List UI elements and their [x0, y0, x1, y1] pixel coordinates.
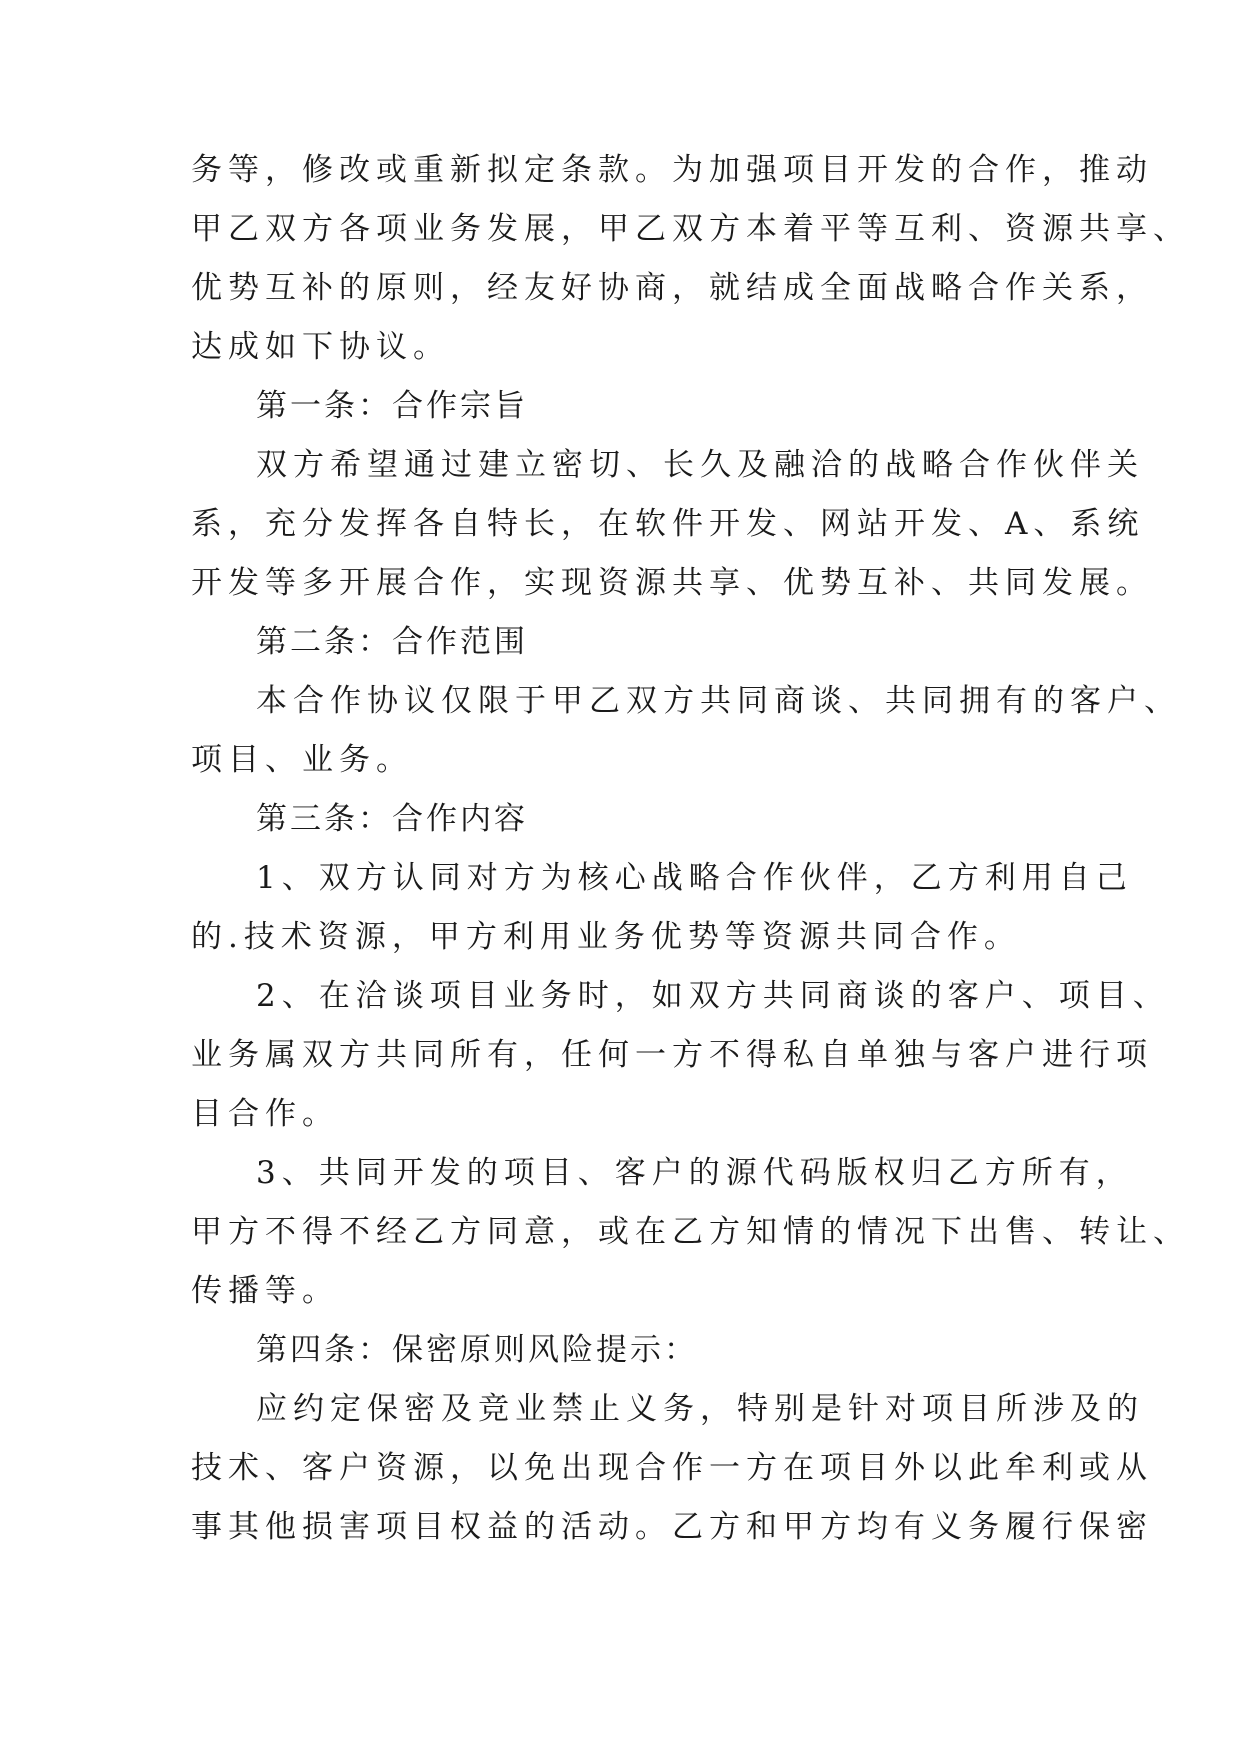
- section-heading-1: 第一条：合作宗旨: [256, 388, 528, 424]
- paragraph-line: 的.技术资源，甲方利用业务优势等资源共同合作。: [191, 919, 1021, 955]
- list-item-3: 3、共同开发的项目、客户的源代码版权归乙方所有，: [256, 1155, 1133, 1191]
- paragraph-line: 优势互补的原则，经友好协商，就结成全面战略合作关系，: [191, 270, 1153, 306]
- paragraph-line: 业务属双方共同所有，任何一方不得私自单独与客户进行项: [191, 1037, 1153, 1073]
- paragraph-line: 应约定保密及竞业禁止义务，特别是针对项目所涉及的: [256, 1391, 1144, 1427]
- paragraph-line: 双方希望通过建立密切、长久及融洽的战略合作伙伴关: [256, 447, 1144, 483]
- section-heading-2: 第二条：合作范围: [256, 624, 528, 660]
- list-item-2: 2、在洽谈项目业务时，如双方共同商谈的客户、项目、: [256, 978, 1170, 1014]
- paragraph-line: 传播等。: [191, 1273, 339, 1309]
- paragraph-line: 事其他损害项目权益的活动。乙方和甲方均有义务履行保密: [191, 1509, 1153, 1545]
- paragraph-line: 务等，修改或重新拟定条款。为加强项目开发的合作，推动: [191, 152, 1153, 188]
- paragraph-line: 项目、业务。: [191, 742, 413, 778]
- paragraph-line: 目合作。: [191, 1096, 339, 1132]
- paragraph-line: 甲方不得不经乙方同意，或在乙方知情的情况下出售、转让、: [191, 1214, 1190, 1250]
- paragraph-line: 系，充分发挥各自特长，在软件开发、网站开发、A、系统: [191, 506, 1145, 542]
- paragraph-line: 开发等多开展合作，实现资源共享、优势互补、共同发展。: [191, 565, 1153, 601]
- section-heading-3: 第三条：合作内容: [256, 801, 528, 837]
- paragraph-line: 技术、客户资源，以免出现合作一方在项目外以此牟利或从: [191, 1450, 1153, 1486]
- paragraph-line: 甲乙双方各项业务发展，甲乙双方本着平等互利、资源共享、: [191, 211, 1190, 247]
- paragraph-line: 达成如下协议。: [191, 329, 450, 365]
- section-heading-4: 第四条：保密原则风险提示：: [256, 1332, 698, 1368]
- list-item-1: 1、双方认同对方为核心战略合作伙伴，乙方利用自己: [256, 860, 1133, 896]
- paragraph-line: 本合作协议仅限于甲乙双方共同商谈、共同拥有的客户、: [256, 683, 1181, 719]
